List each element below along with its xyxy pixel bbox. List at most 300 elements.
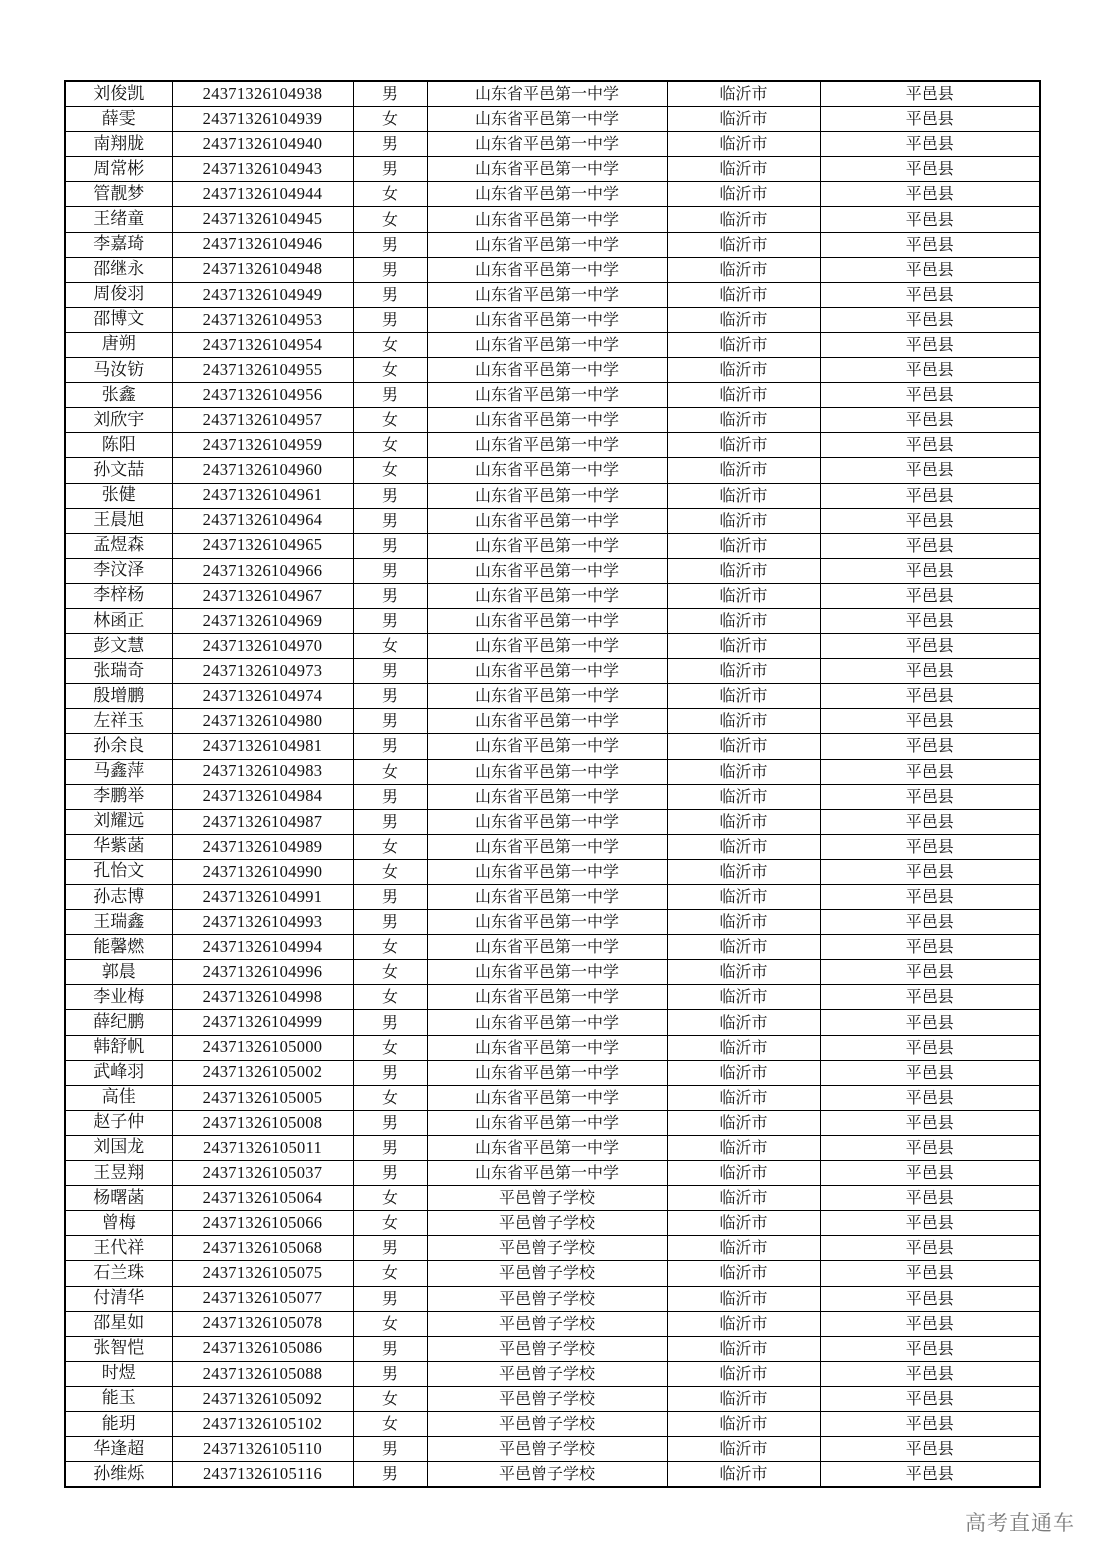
city-cell: 临沂市 [667,307,820,332]
name-cell: 张智恺 [65,1336,172,1361]
gender-cell: 女 [353,1311,427,1336]
school-cell: 山东省平邑第一中学 [427,985,667,1010]
gender-cell: 男 [353,383,427,408]
gender-cell: 女 [353,834,427,859]
name-cell: 刘国龙 [65,1135,172,1160]
name-cell: 能玥 [65,1411,172,1436]
gender-cell: 男 [353,1462,427,1488]
city-cell: 临沂市 [667,1211,820,1236]
county-cell: 平邑县 [820,583,1040,608]
county-cell: 平邑县 [820,1110,1040,1135]
school-cell: 山东省平邑第一中学 [427,935,667,960]
county-cell: 平邑县 [820,182,1040,207]
school-cell: 山东省平邑第一中学 [427,358,667,383]
exam-id-cell: 24371326104991 [172,885,353,910]
name-cell: 孙文喆 [65,458,172,483]
city-cell: 临沂市 [667,859,820,884]
table-row [65,483,1040,508]
table-row [65,1261,1040,1286]
school-cell: 山东省平邑第一中学 [427,157,667,182]
county-cell: 平邑县 [820,132,1040,157]
table-row [65,1361,1040,1386]
county-cell: 平邑县 [820,734,1040,759]
gender-cell: 女 [353,634,427,659]
name-cell: 郭晨 [65,960,172,985]
gender-cell: 男 [353,558,427,583]
county-cell: 平邑县 [820,282,1040,307]
exam-id-cell: 24371326105116 [172,1462,353,1488]
city-cell: 临沂市 [667,985,820,1010]
city-cell: 临沂市 [667,784,820,809]
name-cell: 唐朔 [65,332,172,357]
exam-id-cell: 24371326105000 [172,1035,353,1060]
table-row [65,935,1040,960]
exam-id-cell: 24371326105008 [172,1110,353,1135]
exam-id-cell: 24371326105002 [172,1060,353,1085]
table-row [65,408,1040,433]
name-cell: 邵博文 [65,307,172,332]
county-cell: 平邑县 [820,1236,1040,1261]
name-cell: 刘耀远 [65,809,172,834]
table-body [65,81,1040,1487]
exam-id-cell: 24371326104945 [172,207,353,232]
county-cell: 平邑县 [820,960,1040,985]
gender-cell: 男 [353,1135,427,1160]
city-cell: 临沂市 [667,935,820,960]
city-cell: 临沂市 [667,1261,820,1286]
city-cell: 临沂市 [667,809,820,834]
city-cell: 临沂市 [667,182,820,207]
gender-cell: 男 [353,1437,427,1462]
gender-cell: 男 [353,81,427,107]
school-cell: 平邑曾子学校 [427,1311,667,1336]
county-cell: 平邑县 [820,1085,1040,1110]
city-cell: 临沂市 [667,759,820,784]
city-cell: 临沂市 [667,684,820,709]
exam-id-cell: 24371326104989 [172,834,353,859]
name-cell: 能馨燃 [65,935,172,960]
city-cell: 临沂市 [667,885,820,910]
city-cell: 临沂市 [667,358,820,383]
school-cell: 平邑曾子学校 [427,1236,667,1261]
county-cell: 平邑县 [820,307,1040,332]
city-cell: 临沂市 [667,558,820,583]
city-cell: 临沂市 [667,1085,820,1110]
table-row [65,1010,1040,1035]
name-cell: 李嘉琦 [65,232,172,257]
county-cell: 平邑县 [820,784,1040,809]
name-cell: 杨曙菡 [65,1186,172,1211]
name-cell: 孔怡文 [65,859,172,884]
table-row [65,1110,1040,1135]
name-cell: 张鑫 [65,383,172,408]
school-cell: 平邑曾子学校 [427,1386,667,1411]
exam-id-cell: 24371326105102 [172,1411,353,1436]
school-cell: 山东省平邑第一中学 [427,960,667,985]
name-cell: 韩舒帆 [65,1035,172,1060]
gender-cell: 女 [353,985,427,1010]
name-cell: 邵星如 [65,1311,172,1336]
school-cell: 山东省平邑第一中学 [427,709,667,734]
school-cell: 山东省平邑第一中学 [427,1161,667,1186]
table-row [65,132,1040,157]
exam-id-cell: 24371326104959 [172,433,353,458]
school-cell: 山东省平邑第一中学 [427,232,667,257]
table-row [65,583,1040,608]
school-cell: 山东省平邑第一中学 [427,433,667,458]
table-row [65,81,1040,107]
table-row [65,1411,1040,1436]
city-cell: 临沂市 [667,533,820,558]
name-cell: 孙志博 [65,885,172,910]
gender-cell: 女 [353,935,427,960]
gender-cell: 男 [353,1110,427,1135]
table-row [65,282,1040,307]
school-cell: 山东省平邑第一中学 [427,885,667,910]
exam-id-cell: 24371326104969 [172,608,353,633]
county-cell: 平邑县 [820,81,1040,107]
table-row [65,182,1040,207]
gender-cell: 女 [353,408,427,433]
school-cell: 山东省平邑第一中学 [427,107,667,132]
exam-id-cell: 24371326105075 [172,1261,353,1286]
table-row [65,1035,1040,1060]
city-cell: 临沂市 [667,282,820,307]
county-cell: 平邑县 [820,408,1040,433]
county-cell: 平邑县 [820,1361,1040,1386]
school-cell: 山东省平邑第一中学 [427,132,667,157]
table-row [65,1211,1040,1236]
exam-id-cell: 24371326104996 [172,960,353,985]
school-cell: 平邑曾子学校 [427,1462,667,1488]
exam-id-cell: 24371326104957 [172,408,353,433]
name-cell: 南翔胧 [65,132,172,157]
city-cell: 临沂市 [667,1236,820,1261]
exam-id-cell: 24371326105064 [172,1186,353,1211]
exam-id-cell: 24371326104981 [172,734,353,759]
gender-cell: 男 [353,1236,427,1261]
exam-id-cell: 24371326105088 [172,1361,353,1386]
county-cell: 平邑县 [820,107,1040,132]
gender-cell: 女 [353,358,427,383]
county-cell: 平邑县 [820,533,1040,558]
city-cell: 临沂市 [667,1186,820,1211]
city-cell: 临沂市 [667,207,820,232]
school-cell: 山东省平邑第一中学 [427,1035,667,1060]
gender-cell: 男 [353,132,427,157]
name-cell: 马汝钫 [65,358,172,383]
gender-cell: 男 [353,533,427,558]
table-row [65,307,1040,332]
exam-id-cell: 24371326104938 [172,81,353,107]
school-cell: 山东省平邑第一中学 [427,207,667,232]
city-cell: 临沂市 [667,834,820,859]
exam-id-cell: 24371326105092 [172,1386,353,1411]
table-row [65,1236,1040,1261]
school-cell: 山东省平邑第一中学 [427,784,667,809]
county-cell: 平邑县 [820,1286,1040,1311]
county-cell: 平邑县 [820,759,1040,784]
county-cell: 平邑县 [820,1035,1040,1060]
name-cell: 华逢超 [65,1437,172,1462]
school-cell: 山东省平邑第一中学 [427,182,667,207]
school-cell: 山东省平邑第一中学 [427,533,667,558]
school-cell: 山东省平邑第一中学 [427,332,667,357]
gender-cell: 男 [353,1010,427,1035]
county-cell: 平邑县 [820,458,1040,483]
exam-id-cell: 24371326104987 [172,809,353,834]
county-cell: 平邑县 [820,1135,1040,1160]
exam-id-cell: 24371326104948 [172,257,353,282]
name-cell: 孙维烁 [65,1462,172,1488]
county-cell: 平邑县 [820,483,1040,508]
county-cell: 平邑县 [820,1437,1040,1462]
table-row [65,734,1040,759]
table-row [65,1462,1040,1488]
school-cell: 平邑曾子学校 [427,1411,667,1436]
table-row [65,232,1040,257]
city-cell: 临沂市 [667,132,820,157]
table-row [65,383,1040,408]
name-cell: 周常彬 [65,157,172,182]
gender-cell: 男 [353,583,427,608]
city-cell: 临沂市 [667,332,820,357]
exam-id-cell: 24371326104983 [172,759,353,784]
school-cell: 山东省平邑第一中学 [427,383,667,408]
gender-cell: 男 [353,659,427,684]
exam-id-cell: 24371326104966 [172,558,353,583]
table-row [65,433,1040,458]
city-cell: 临沂市 [667,408,820,433]
county-cell: 平邑县 [820,1261,1040,1286]
exam-id-cell: 24371326104946 [172,232,353,257]
city-cell: 临沂市 [667,608,820,633]
gender-cell: 男 [353,232,427,257]
gender-cell: 女 [353,107,427,132]
city-cell: 临沂市 [667,157,820,182]
county-cell: 平邑县 [820,1060,1040,1085]
county-cell: 平邑县 [820,684,1040,709]
gender-cell: 男 [353,734,427,759]
name-cell: 孙余良 [65,734,172,759]
exam-id-cell: 24371326104960 [172,458,353,483]
table-row [65,1386,1040,1411]
name-cell: 彭文慧 [65,634,172,659]
table-row [65,1060,1040,1085]
county-cell: 平邑县 [820,1462,1040,1488]
name-cell: 能玉 [65,1386,172,1411]
table-row [65,634,1040,659]
gender-cell: 男 [353,483,427,508]
school-cell: 平邑曾子学校 [427,1211,667,1236]
county-cell: 平邑县 [820,1336,1040,1361]
table-row [65,508,1040,533]
gender-cell: 女 [353,1386,427,1411]
exam-id-cell: 24371326105037 [172,1161,353,1186]
gender-cell: 男 [353,608,427,633]
name-cell: 王昱翔 [65,1161,172,1186]
county-cell: 平邑县 [820,834,1040,859]
name-cell: 石兰珠 [65,1261,172,1286]
table-row [65,207,1040,232]
county-cell: 平邑县 [820,558,1040,583]
school-cell: 山东省平邑第一中学 [427,809,667,834]
county-cell: 平邑县 [820,157,1040,182]
city-cell: 临沂市 [667,107,820,132]
exam-id-cell: 24371326104998 [172,985,353,1010]
city-cell: 临沂市 [667,1286,820,1311]
school-cell: 平邑曾子学校 [427,1261,667,1286]
city-cell: 临沂市 [667,458,820,483]
school-cell: 山东省平邑第一中学 [427,257,667,282]
gender-cell: 男 [353,1336,427,1361]
exam-id-cell: 24371326105086 [172,1336,353,1361]
city-cell: 临沂市 [667,1361,820,1386]
gender-cell: 女 [353,1186,427,1211]
school-cell: 山东省平邑第一中学 [427,81,667,107]
school-cell: 山东省平邑第一中学 [427,508,667,533]
gender-cell: 男 [353,1286,427,1311]
city-cell: 临沂市 [667,1060,820,1085]
name-cell: 薛雯 [65,107,172,132]
gender-cell: 男 [353,508,427,533]
table-row [65,684,1040,709]
table-row [65,608,1040,633]
city-cell: 临沂市 [667,1462,820,1488]
name-cell: 刘俊凯 [65,81,172,107]
gender-cell: 女 [353,207,427,232]
county-cell: 平邑县 [820,1311,1040,1336]
city-cell: 临沂市 [667,483,820,508]
name-cell: 殷增鹏 [65,684,172,709]
table-row [65,458,1040,483]
name-cell: 邵继永 [65,257,172,282]
county-cell: 平邑县 [820,207,1040,232]
school-cell: 山东省平邑第一中学 [427,483,667,508]
city-cell: 临沂市 [667,1437,820,1462]
name-cell: 马鑫萍 [65,759,172,784]
gender-cell: 男 [353,809,427,834]
name-cell: 曾梅 [65,1211,172,1236]
table-row [65,107,1040,132]
gender-cell: 男 [353,885,427,910]
table-row [65,885,1040,910]
gender-cell: 女 [353,182,427,207]
table-row [65,1135,1040,1160]
school-cell: 山东省平邑第一中学 [427,1010,667,1035]
school-cell: 山东省平邑第一中学 [427,1060,667,1085]
watermark-text: 高考直通车 [965,1511,1075,1535]
exam-id-cell: 24371326104990 [172,859,353,884]
exam-id-cell: 24371326105066 [172,1211,353,1236]
name-cell: 时煜 [65,1361,172,1386]
name-cell: 李业梅 [65,985,172,1010]
county-cell: 平邑县 [820,257,1040,282]
exam-id-cell: 24371326105078 [172,1311,353,1336]
gender-cell: 女 [353,859,427,884]
school-cell: 山东省平邑第一中学 [427,910,667,935]
county-cell: 平邑县 [820,859,1040,884]
school-cell: 山东省平邑第一中学 [427,684,667,709]
city-cell: 临沂市 [667,1386,820,1411]
gender-cell: 女 [353,759,427,784]
exam-id-cell: 24371326104955 [172,358,353,383]
county-cell: 平邑县 [820,1411,1040,1436]
name-cell: 华紫菡 [65,834,172,859]
exam-id-cell: 24371326104967 [172,583,353,608]
table-row [65,910,1040,935]
county-cell: 平邑县 [820,634,1040,659]
gender-cell: 男 [353,157,427,182]
gender-cell: 女 [353,1411,427,1436]
gender-cell: 女 [353,1211,427,1236]
city-cell: 临沂市 [667,1161,820,1186]
gender-cell: 女 [353,1085,427,1110]
school-cell: 山东省平邑第一中学 [427,558,667,583]
city-cell: 临沂市 [667,232,820,257]
table-row [65,659,1040,684]
school-cell: 山东省平邑第一中学 [427,759,667,784]
gender-cell: 女 [353,458,427,483]
exam-id-cell: 24371326104965 [172,533,353,558]
exam-id-cell: 24371326104974 [172,684,353,709]
gender-cell: 男 [353,282,427,307]
gender-cell: 男 [353,910,427,935]
city-cell: 临沂市 [667,634,820,659]
name-cell: 付清华 [65,1286,172,1311]
gender-cell: 女 [353,332,427,357]
gender-cell: 男 [353,1161,427,1186]
county-cell: 平邑县 [820,910,1040,935]
exam-id-cell: 24371326104954 [172,332,353,357]
gender-cell: 男 [353,307,427,332]
city-cell: 临沂市 [667,1311,820,1336]
city-cell: 临沂市 [667,734,820,759]
exam-id-cell: 24371326104953 [172,307,353,332]
gender-cell: 女 [353,1261,427,1286]
exam-id-cell: 24371326104984 [172,784,353,809]
county-cell: 平邑县 [820,1161,1040,1186]
city-cell: 临沂市 [667,1411,820,1436]
exam-id-cell: 24371326104964 [172,508,353,533]
table-row [65,1336,1040,1361]
county-cell: 平邑县 [820,232,1040,257]
exam-id-cell: 24371326105068 [172,1236,353,1261]
exam-id-cell: 24371326105077 [172,1286,353,1311]
student-list-table [64,80,1041,1488]
table-row [65,709,1040,734]
table-row [65,533,1040,558]
school-cell: 平邑曾子学校 [427,1361,667,1386]
gender-cell: 男 [353,684,427,709]
exam-id-cell: 24371326104994 [172,935,353,960]
school-cell: 山东省平邑第一中学 [427,458,667,483]
name-cell: 赵子仲 [65,1110,172,1135]
county-cell: 平邑县 [820,1010,1040,1035]
table-row [65,1085,1040,1110]
city-cell: 临沂市 [667,383,820,408]
county-cell: 平邑县 [820,1386,1040,1411]
table-row [65,257,1040,282]
table-row [65,809,1040,834]
table-row [65,358,1040,383]
gender-cell: 男 [353,784,427,809]
exam-id-cell: 24371326104961 [172,483,353,508]
city-cell: 临沂市 [667,910,820,935]
name-cell: 李汶泽 [65,558,172,583]
exam-id-cell: 24371326104980 [172,709,353,734]
city-cell: 临沂市 [667,433,820,458]
